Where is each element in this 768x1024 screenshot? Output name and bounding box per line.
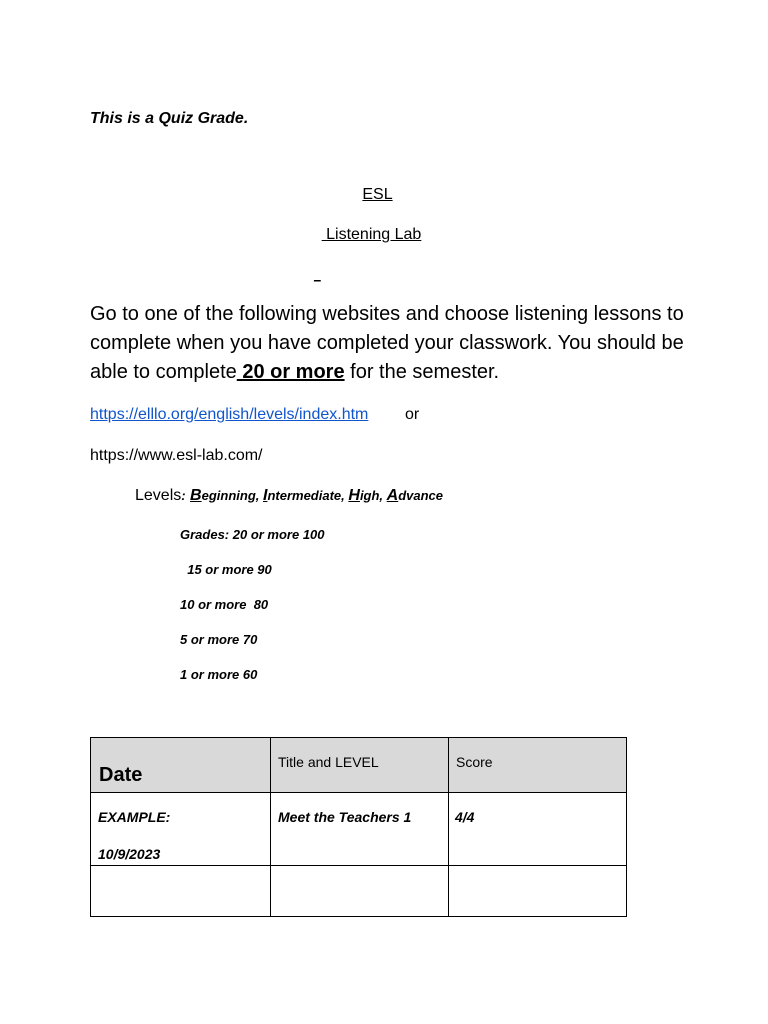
level-item <box>348 488 386 503</box>
intro-paragraph <box>90 300 690 387</box>
example-score: 4/4 <box>455 809 475 825</box>
example-title-cell <box>271 793 449 866</box>
level-item <box>387 488 443 503</box>
intro-emphasis: 20 or more <box>236 361 345 383</box>
grade-line-1: 1 or more 60 <box>180 667 258 682</box>
intro-text-after: for the semester. <box>344 361 500 383</box>
empty-title-cell[interactable] <box>271 866 449 917</box>
level-rest: igh, <box>359 488 387 503</box>
levels-label: Levels <box>135 487 182 504</box>
or-word: or <box>405 406 420 423</box>
header-score <box>449 738 627 793</box>
level-rest: ntermediate, <box>267 488 349 503</box>
example-date: 10/9/2023 <box>98 846 161 862</box>
title-listening-lab: Listening Lab <box>321 226 422 243</box>
level-rest: dvance <box>398 488 444 503</box>
header-score-label: Score <box>456 754 493 770</box>
grade-line-20: Grades: 20 or more 100 <box>180 527 325 542</box>
level-rest: eginning, <box>201 488 263 503</box>
grade-line-5: 5 or more 70 <box>180 632 258 647</box>
elllo-link[interactable]: https://elllo.org/english/levels/index.htm <box>90 406 369 423</box>
header-title-level-label: Title and LEVEL <box>278 754 379 770</box>
levels-line <box>135 487 443 505</box>
level-initial: H <box>348 487 360 504</box>
example-score-cell <box>449 793 627 866</box>
title-underscore: _ <box>314 268 321 282</box>
empty-score-cell[interactable] <box>449 866 627 917</box>
intro-text-before: Go to one of the following websites and choose listening lessons to complete when you have completed your classwork. You should be able to complete <box>90 303 684 383</box>
listening-log-table <box>90 737 627 917</box>
empty-date-cell[interactable] <box>91 866 271 917</box>
grade-line-10: 10 or more 80 <box>180 597 269 612</box>
level-item <box>263 488 348 503</box>
level-initial: B <box>190 487 202 504</box>
quiz-grade-note: This is a Quiz Grade. <box>90 110 249 127</box>
level-initial: I <box>263 487 268 504</box>
level-initial: A <box>386 487 399 504</box>
example-date-cell <box>91 793 271 866</box>
table-header-row <box>91 738 627 793</box>
grade-line-15: 15 or more 90 <box>180 562 272 577</box>
esl-lab-url: https://www.esl-lab.com/ <box>90 447 263 464</box>
levels-colon: : <box>181 488 186 503</box>
level-item <box>190 488 263 503</box>
table-row <box>91 866 627 917</box>
header-date <box>91 738 271 793</box>
table-row <box>91 793 627 866</box>
example-title: Meet the Teachers 1 <box>278 809 412 825</box>
header-title-level <box>271 738 449 793</box>
title-esl: ESL <box>362 186 393 203</box>
example-label: EXAMPLE: <box>98 809 171 825</box>
header-date-label: Date <box>99 764 143 786</box>
